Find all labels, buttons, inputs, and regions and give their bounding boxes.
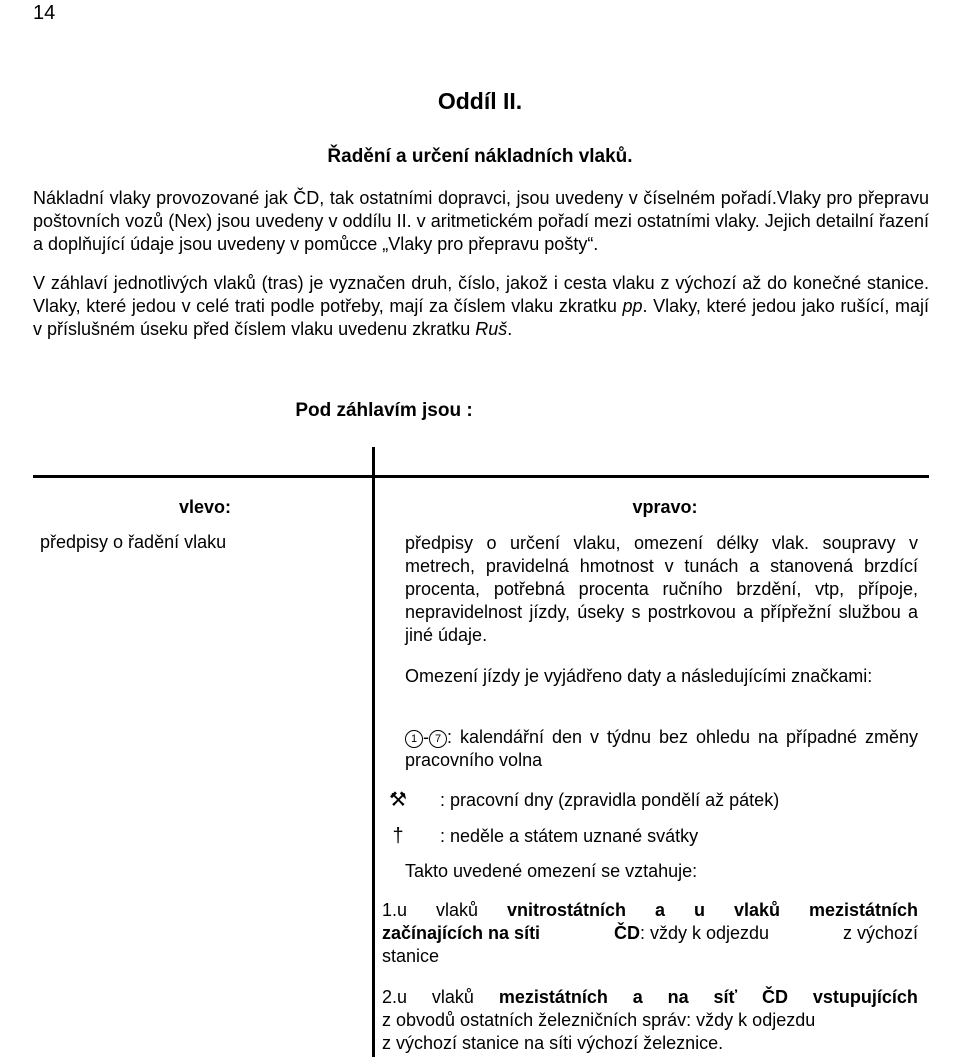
right-column-heading: vpravo: xyxy=(632,497,698,517)
header-label: Pod záhlavím jsou : xyxy=(295,400,473,421)
item1-line-2 xyxy=(382,922,918,945)
item1-bold-word: mezistátních xyxy=(808,900,918,920)
range-dash: - xyxy=(423,727,429,747)
left-column-heading: vlevo: xyxy=(178,497,232,517)
item1-line-1 xyxy=(382,899,918,922)
item1-bold-word: u xyxy=(693,900,705,920)
item1-bold-word: vnitrostátních xyxy=(507,900,627,920)
item1-word: vlaků xyxy=(436,900,479,920)
item1-bold-word: a xyxy=(654,900,665,920)
item2-bold-word: vstupujících xyxy=(812,987,918,1007)
subtitle: Řadění a určení nákladních vlaků. xyxy=(327,146,633,167)
list-item-1 xyxy=(382,899,918,968)
item2-word: vlaků xyxy=(431,987,474,1007)
item1-bold-word: začínajících na síti xyxy=(382,923,541,943)
intro-p2-text-c: . xyxy=(507,319,513,339)
item2-line-1 xyxy=(382,986,918,1009)
item1-number: 1.u xyxy=(382,900,408,920)
item2-bold-word: ČD xyxy=(762,987,789,1007)
item2-bold-word: na xyxy=(667,987,689,1007)
item1-bold-word: vlaků xyxy=(733,900,780,920)
right-paragraph-4: Takto uvedené omezení se vztahuje: xyxy=(405,861,698,881)
item1-word: : vždy k odjezdu xyxy=(639,923,770,943)
right-paragraph-2: Omezení jízdy je vyjádřeno daty a následujícími značkami: xyxy=(405,666,873,686)
item1-line-3: stanice xyxy=(382,946,440,966)
item1-cd-segment xyxy=(614,922,769,945)
item2-bold-word: síť xyxy=(713,987,738,1007)
list-item-2 xyxy=(382,986,918,1055)
right-paragraph-1: předpisy o určení vlaku, omezení délky vlak. soupravy v metrech, pravidelná hmotnost v tunách a stanovená brzdící procenta, potřebná procenta ručního brzdění, vtp, přípoje, nepravidelnost jízdy, úseky s postrkovou a přípřežní službou a jiné údaje. xyxy=(405,533,918,645)
item2-bold-word: a xyxy=(632,987,643,1007)
page-number: 14 xyxy=(33,2,56,24)
abbr-rus: Ruš xyxy=(475,319,508,339)
circled-seven-icon: 7 xyxy=(429,730,447,748)
intro-p2-text-a: V záhlaví jednotlivých vlaků (tras) je vyznačen druh, číslo, jakož i cesta vlaku z výchozí až do konečné stanice. Vlaky, které jedou v celé trati podle potřeby, mají za číslem vlaku zkratku xyxy=(33,273,929,316)
horizontal-divider xyxy=(33,475,929,478)
item2-bold-word: mezistátních xyxy=(498,987,608,1007)
item1-bold-word: ČD xyxy=(613,923,640,943)
intro-p2-text-b: . Vlaky, které jedou jako rušící, mají v příslušném úseku před číslem vlaku uvedenu zkratku xyxy=(33,296,929,339)
intro-paragraph-1: Nákladní vlaky provozované jak ČD, tak ostatními dopravci, jsou uvedeny v číselném pořadí.Vlaky pro přepravu poštovních vozů (Nex) jsou uvedeny v oddílu II. v aritmetickém pořadí mezi ostatními vlaky. Jejich detailní řazení a doplňující údaje jsou uvedeny v pomůcce „Vlaky pro přepravu pošty“. xyxy=(33,188,929,254)
left-column-text: předpisy o řadění vlaku xyxy=(40,532,227,552)
item2-number: 2.u xyxy=(382,987,408,1007)
circled-one-icon: 1 xyxy=(405,730,423,748)
section-title: Oddíl II. xyxy=(437,88,523,114)
crossed-hammers-icon: ⚒ xyxy=(389,789,407,811)
intro-paragraph-2 xyxy=(33,272,929,341)
vertical-divider xyxy=(372,447,375,1057)
abbr-pp: pp xyxy=(622,296,643,316)
sundays-text: : neděle a státem uznané svátky xyxy=(440,826,699,846)
workdays-text: : pracovní dny (zpravidla pondělí až pátek) xyxy=(440,790,780,810)
weekday-range-text: : kalendářní den v týdnu bez ohledu na případné změny pracovního volna xyxy=(405,727,918,770)
item2-line-2: z obvodů ostatních železničních správ: vždy k odjezdu xyxy=(382,1010,816,1030)
item2-line-3: z výchozí stanice na síti výchozí železnice. xyxy=(382,1033,724,1053)
weekday-range-paragraph xyxy=(405,726,918,772)
cross-icon: † xyxy=(392,825,404,847)
item1-word: z výchozí xyxy=(842,923,918,943)
